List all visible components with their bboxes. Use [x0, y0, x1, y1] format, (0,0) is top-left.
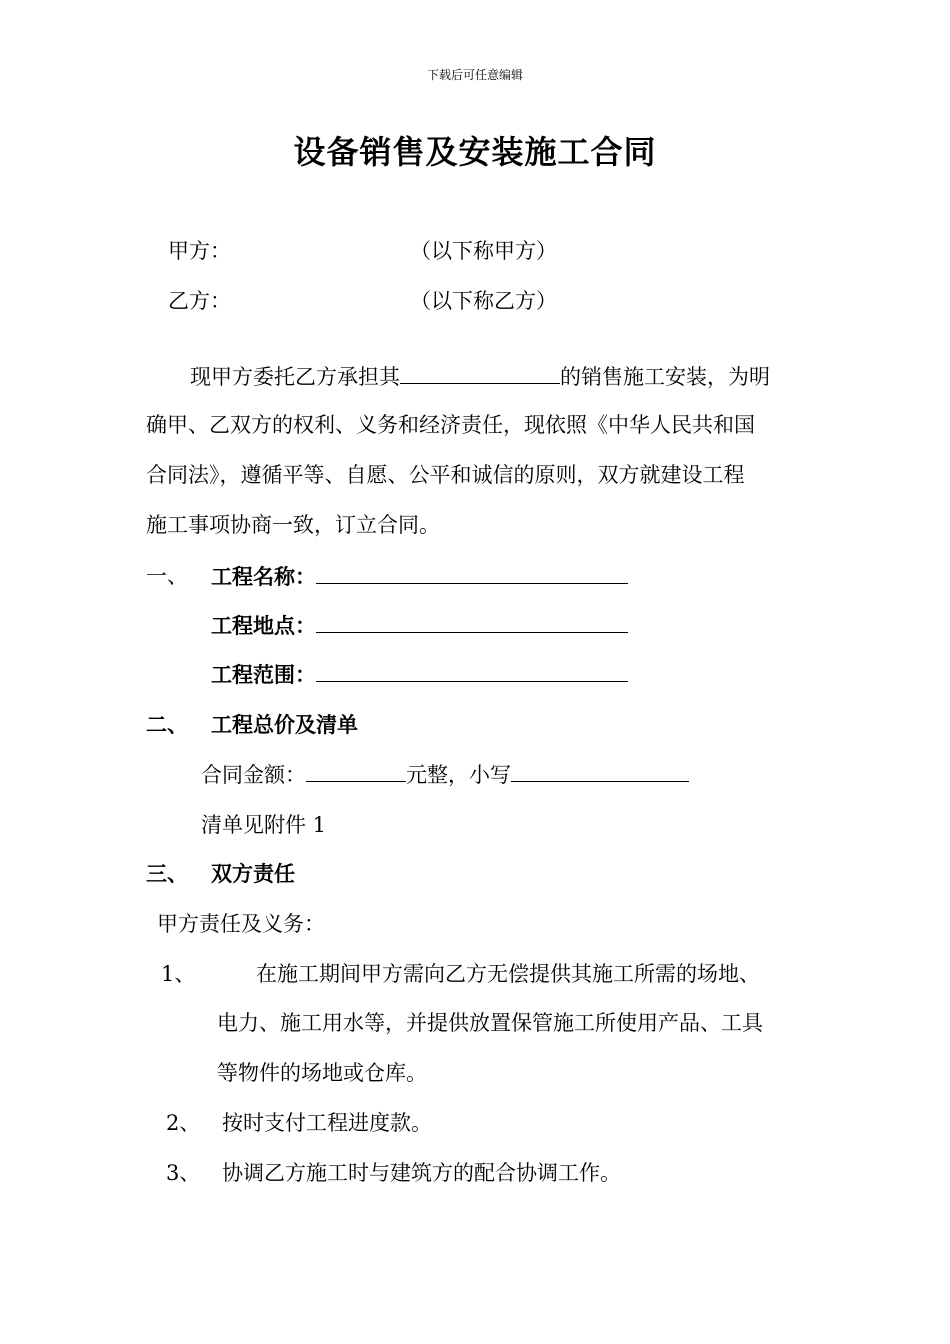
intro-line-1-start: 现甲方委托乙方承担其 — [190, 365, 400, 389]
project-scope-row — [211, 661, 628, 688]
contract-amount-label: 合同金额： — [201, 763, 306, 787]
party-b-note: （以下称乙方） — [410, 289, 557, 313]
party-a-duties-heading: 甲方责任及义务： — [157, 912, 325, 936]
section-3-number: 三、 — [146, 861, 188, 886]
project-scope-label: 工程范围： — [211, 662, 316, 687]
section-3-heading: 双方责任 — [211, 861, 295, 886]
section-2-number: 二、 — [146, 712, 188, 737]
contract-amount-unit: 元整，小写 — [406, 763, 511, 787]
intro-line-3: 合同法》，遵循平等、自愿、公平和诚信的原则，双方就建设工程 — [146, 463, 745, 487]
intro-line-1 — [190, 363, 770, 390]
party-a-note: （以下称甲方） — [410, 239, 557, 263]
document-title: 设备销售及安装施工合同 — [293, 133, 657, 171]
intro-line-1-end: 的销售施工安装，为明 — [560, 365, 770, 389]
project-name-label: 工程名称： — [211, 564, 316, 589]
party-a-label: 甲方： — [168, 239, 231, 263]
amount-words-blank — [306, 761, 406, 782]
duty-3-text: 协调乙方施工时与建筑方的配合协调工作。 — [222, 1161, 621, 1185]
project-scope-blank — [316, 661, 628, 682]
project-name-row — [211, 563, 628, 590]
project-location-blank — [316, 612, 628, 633]
list-attachment-note: 清单见附件 1 — [201, 813, 327, 837]
intro-line-2: 确甲、乙双方的权利、义务和经济责任，现依照《中华人民共和国 — [146, 413, 755, 437]
page-header-note: 下载后可任意编辑 — [426, 68, 523, 82]
contract-amount-row — [201, 761, 689, 788]
duty-2-number: 2、 — [166, 1111, 201, 1135]
commission-subject-blank — [400, 363, 560, 384]
party-b-label: 乙方： — [168, 289, 231, 313]
project-name-blank — [316, 563, 628, 584]
project-location-label: 工程地点： — [211, 613, 316, 638]
duty-1-line-1: 在施工期间甲方需向乙方无偿提供其施工所需的场地、 — [256, 962, 760, 986]
duty-3-number: 3、 — [166, 1161, 201, 1185]
section-1-number: 一、 — [146, 564, 188, 588]
duty-1-line-3: 等物件的场地或仓库。 — [217, 1061, 427, 1085]
intro-line-4: 施工事项协商一致，订立合同。 — [146, 513, 440, 537]
duty-1-number: 1、 — [161, 962, 196, 986]
section-2-heading: 工程总价及清单 — [211, 712, 358, 737]
duty-2-text: 按时支付工程进度款。 — [222, 1111, 432, 1135]
duty-1-line-2: 电力、施工用水等，并提供放置保管施工所使用产品、工具 — [217, 1011, 763, 1035]
project-location-row — [211, 612, 628, 639]
amount-figures-blank — [511, 761, 689, 782]
